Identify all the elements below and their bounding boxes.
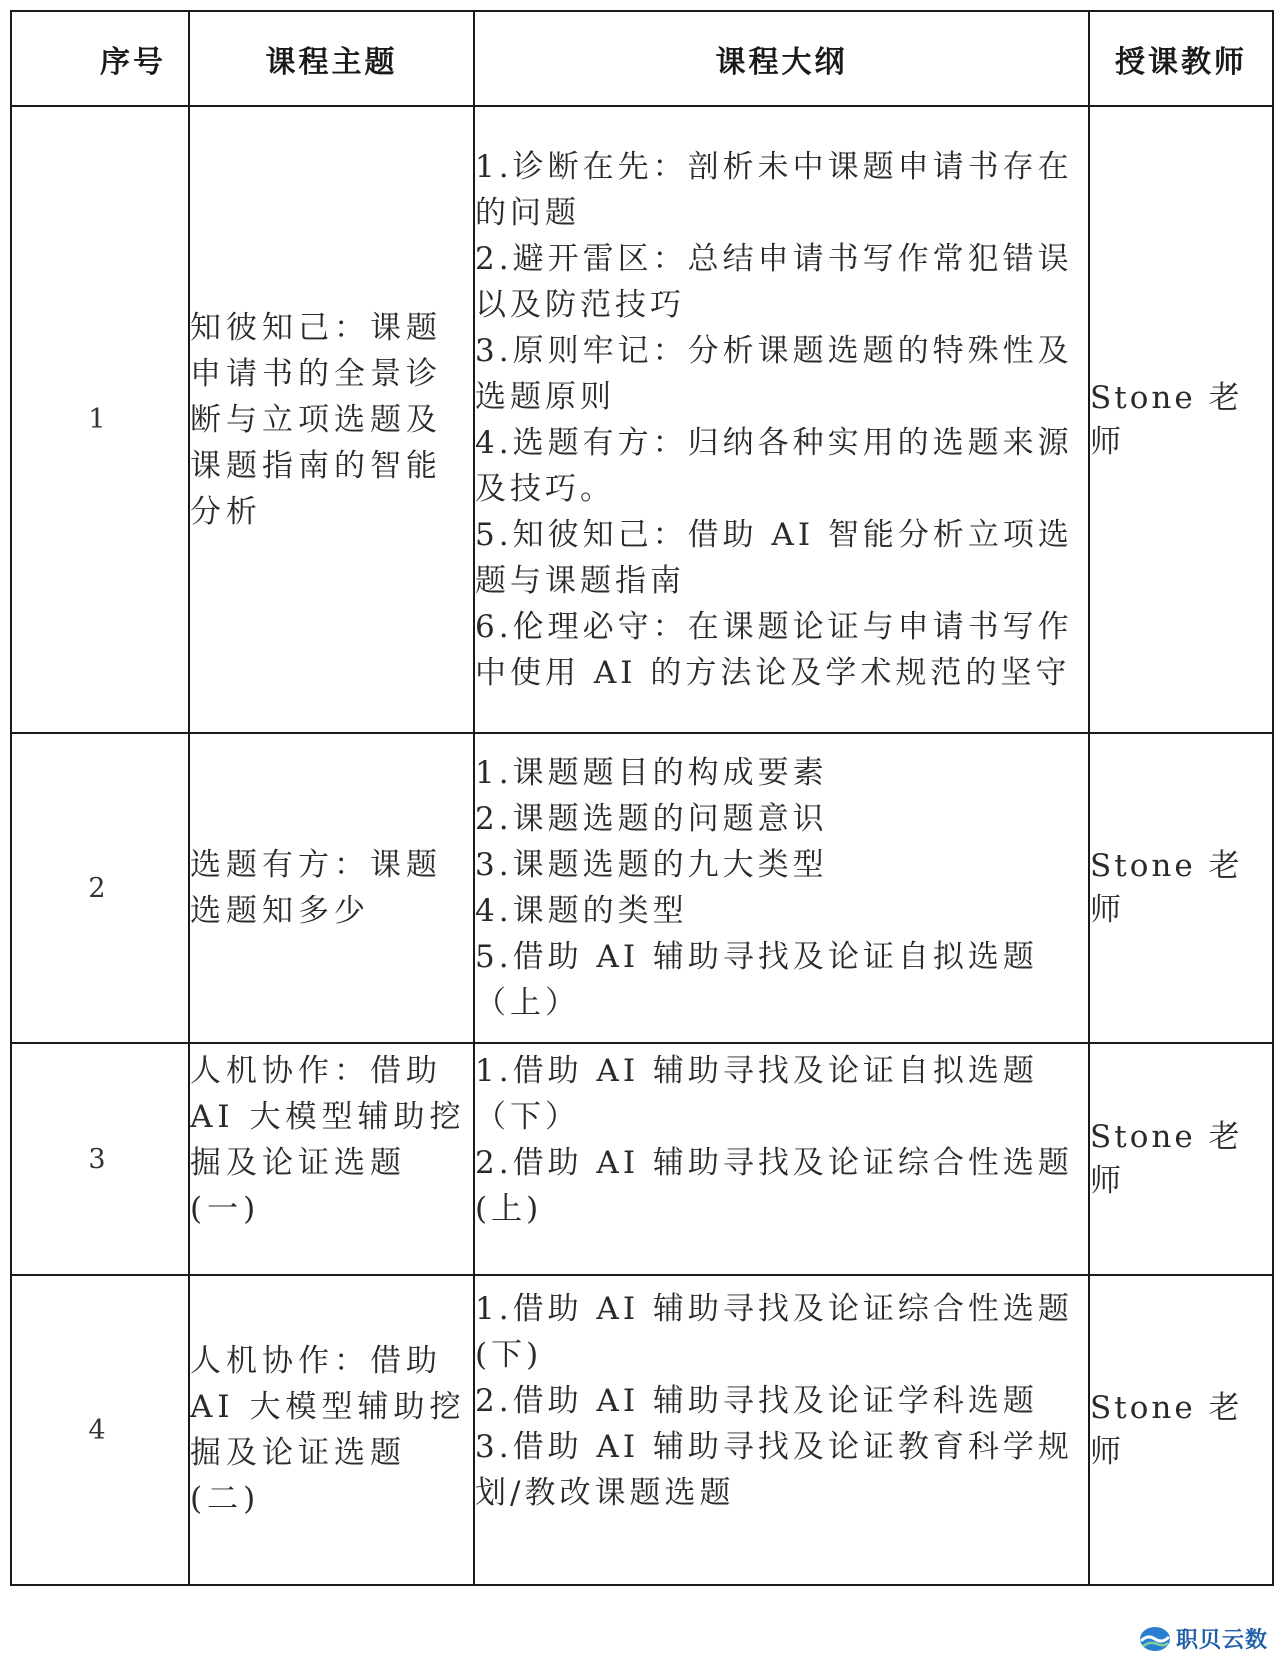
- outline-item: 3.课题选题的九大类型: [475, 847, 828, 883]
- row-number-text: 1: [88, 404, 106, 435]
- row-number-text: 2: [88, 872, 106, 904]
- outline-item: 1.借助 AI 辅助寻找及论证综合性选题(下): [475, 1291, 1073, 1373]
- outline-item: 2.课题选题的问题意识: [475, 801, 828, 837]
- outline-item: 2.避开雷区：总结申请书写作常犯错误以及防范技巧: [475, 240, 1073, 323]
- table-row: [11, 1275, 1273, 1585]
- row-number: [11, 106, 189, 733]
- row-teacher: Stone 老师: [1089, 733, 1273, 1043]
- outline-item: 5.知彼知己：借助 AI 智能分析立项选题与课题指南: [475, 516, 1073, 599]
- table-row: [11, 106, 1273, 733]
- header-teacher: 授课教师: [1089, 11, 1273, 106]
- table-row: [11, 1043, 1273, 1275]
- header-topic: 课程主题: [189, 11, 474, 106]
- row-topic: 选题有方：课题选题知多少: [189, 733, 474, 1043]
- header-row: [11, 11, 1273, 106]
- row-teacher: Stone 老师: [1089, 1043, 1273, 1275]
- outline-item: 3.借助 AI 辅助寻找及论证教育科学规划/教改课题选题: [475, 1429, 1073, 1511]
- globe-logo-icon: [1138, 1624, 1172, 1654]
- row-outline: [474, 1275, 1089, 1585]
- row-number-text: 3: [88, 1143, 106, 1175]
- course-table: [10, 10, 1274, 1586]
- row-topic: 知彼知己：课题申请书的全景诊断与立项选题及课题指南的智能分析: [189, 106, 474, 733]
- row-number-text: 4: [88, 1414, 106, 1446]
- row-outline: [474, 733, 1089, 1043]
- table-row: [11, 733, 1273, 1043]
- row-teacher: Stone 老师: [1089, 106, 1273, 733]
- watermark-text: 职贝云数: [1175, 1628, 1268, 1653]
- outline-item: 4.课题的类型: [475, 893, 688, 929]
- row-outline: [474, 1043, 1089, 1275]
- header-num: 序号: [11, 11, 189, 106]
- row-number: [11, 1275, 189, 1585]
- row-outline: [474, 106, 1089, 733]
- outline-item: 2.借助 AI 辅助寻找及论证学科选题: [475, 1383, 1038, 1419]
- outline-item: 2.借助 AI 辅助寻找及论证综合性选题(上): [475, 1145, 1073, 1227]
- outline-item: 1.借助 AI 辅助寻找及论证自拟选题（下）: [475, 1053, 1038, 1135]
- header-outline: 课程大纲: [474, 11, 1089, 106]
- outline-item: 5.借助 AI 辅助寻找及论证自拟选题（上）: [475, 939, 1038, 1021]
- outline-item: 4.选题有方：归纳各种实用的选题来源及技巧。: [475, 424, 1073, 507]
- row-number: [11, 733, 189, 1043]
- row-number: [11, 1043, 189, 1275]
- outline-item: 6.伦理必守：在课题论证与申请书写作中使用 AI 的方法论及学术规范的坚守: [475, 608, 1073, 691]
- outline-item: 1.诊断在先：剖析未中课题申请书存在的问题: [475, 148, 1073, 231]
- watermark: [1134, 1621, 1274, 1656]
- row-topic: 人机协作：借助 AI 大模型辅助挖掘及论证选题(二): [189, 1275, 474, 1585]
- row-teacher: Stone 老师: [1089, 1275, 1273, 1585]
- outline-item: 1.课题题目的构成要素: [475, 755, 828, 791]
- row-topic: 人机协作：借助 AI 大模型辅助挖掘及论证选题(一): [189, 1043, 474, 1275]
- outline-item: 3.原则牢记：分析课题选题的特殊性及选题原则: [475, 332, 1073, 415]
